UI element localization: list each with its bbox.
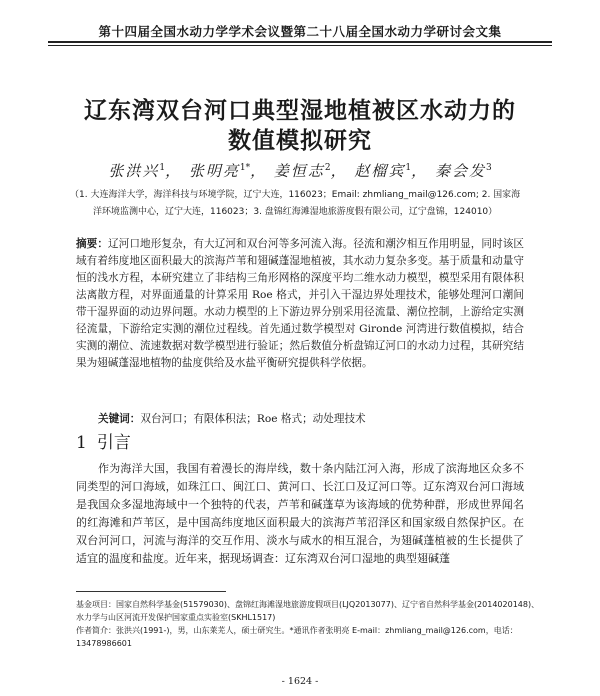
section-number: 1	[76, 433, 87, 453]
paper-title-line2: 数值模拟研究	[228, 128, 372, 154]
abstract-text: 辽河口地形复杂，有大辽河和双台河等多河流入海。径流和潮汐相互作用明显，同时该区域有着纬度地区面积最大的滨海芦苇和翅碱蓬湿地植被，其水动力复杂多变。基于质量和动量守恒的浅水方程，本研究建立了非结构三角形网格的深度平均二维水动力模型，模型采用有限体积法离散方程，对界面通量的计算采用 Roe 格式，并引入干湿边界处理技术，能够处理河口潮间带干湿界面的动边界问题。水动力模型的上下游边界分别采用径流量、潮位控制，上游给定实测径流量，下游给定实测的潮位过程线。首先通过数学模型对 Gironde 河湾进行数值模拟，结合实测的潮位、流速数据对数学模型进行验证；然后数值分析盘锦辽河口的水动力过程，其研究结果为翅碱蓬湿地植物的盐度供给及水盐平衡研究提供科学依据。	[76, 238, 525, 369]
affiliation-line1: （1. 大连海洋大学，海洋科技与环境学院，辽宁大连，116023；Email: zhmliang_mail@126.com; 2. 国家海	[70, 190, 521, 200]
footnote-author-bio: 作者简介：张洪兴(1991-)，男，山东莱芜人，硕士研究生。*通讯作者张明亮 E-mail：zhmliang_mail@126.com，电话：	[76, 626, 518, 635]
footnotes	[76, 598, 540, 650]
author: 张洪兴$^1$	[108, 162, 166, 180]
paper-title-line1: 辽东湾双台河口典型湿地植被区水动力的	[84, 98, 516, 124]
keywords-text: 双台河口；有限体积法；Roe 格式；动处理技术	[140, 413, 366, 425]
author: 张明亮$^{1*}$	[188, 162, 251, 180]
header-rule-thin	[48, 45, 552, 46]
author: 秦会发$^3$	[434, 162, 492, 180]
header-rule	[48, 41, 552, 43]
footnote-rule	[76, 591, 226, 592]
author: 姜恒志$^2$	[273, 162, 331, 180]
footnote-funding-cont: 水力学与山区河流开发保护国家重点实验室(SKHL1517)	[76, 613, 276, 622]
running-header: 第十四届全国水动力学学术会议暨第二十八届全国水动力学研讨会文集	[98, 24, 502, 39]
keywords	[98, 411, 528, 426]
footnote-phone: 13478986601	[76, 639, 132, 648]
body-paragraph: 作为海洋大国，我国有着漫长的海岸线，数十条内陆江河入海，形成了滨海地区众多不同类型的河口海域，如珠江口、闽江口、黄河口、长江口及辽河口等。辽东湾双台河口海域是我国众多湿地海域中一个独特的代表，芦苇和碱蓬草为该海域的优势种群，形成世界闻名的红海滩和芦苇区，是中国高纬度地区面积最大的滨海芦苇沼泽区和国家级自然保护区。在双台河河口，河流与海洋的交互作用、淡水与咸水的相互混合，为翅碱蓬植被的生长提供了适宜的温度和盐度。近年来，据现场调查：辽东湾双台河口湿地的典型翅碱蓬	[76, 462, 524, 565]
author: 赵榴宾$^1$	[354, 162, 412, 180]
section-heading	[76, 428, 131, 453]
abstract	[76, 236, 524, 372]
footnote-funding: 基金项目：国家自然科学基金(51579030)、盘锦红海滩湿地旅游度假项目(LJQ2013077)、辽宁省自然科学基金(2014020148)、	[76, 600, 540, 609]
abstract-label: 摘要：	[76, 238, 109, 250]
affiliation-line2: 洋环境监测中心，辽宁大连，116023；3. 盘锦红海滩湿地旅游度假有限公司，辽宁盘锦，124010）	[93, 207, 498, 217]
section-title: 引言	[96, 433, 131, 453]
author-list: 张洪兴$^1$， 张明亮$^{1*}$， 姜恒志$^2$， 赵榴宾$^1$， 秦会发$^3$	[108, 162, 492, 180]
page-number: - 1624 -	[281, 676, 319, 687]
keywords-label: 关键词：	[98, 413, 141, 425]
